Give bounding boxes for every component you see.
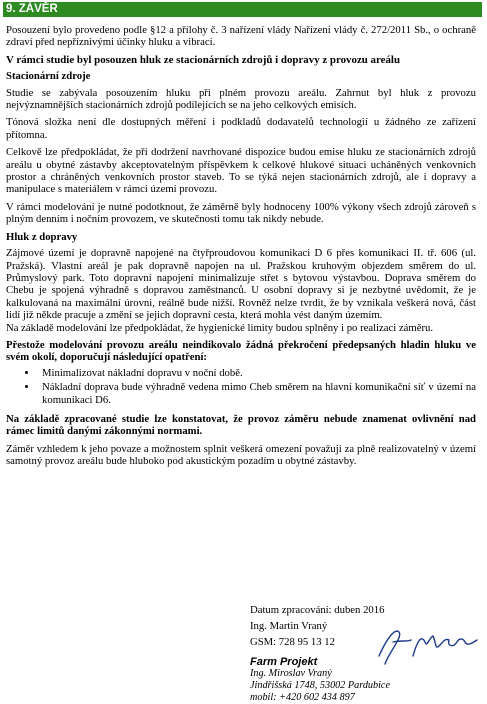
stationary-subheading: Stacionární zdroje — [6, 70, 91, 83]
stationary-paragraph-2: Tónová složka není dle dostupných měření i podkladů dodavatelů technologií u žádného ze zařízení přítomna. — [6, 116, 476, 141]
traffic-paragraph-2: Na základě modelování lze předpokládat, že hygienické limity budou splněny i po realizaci záměru. — [6, 321, 434, 334]
stationary-paragraph-1: Studie se zabývala posouzením hluku při plném provozu areálu. Zahrnut byl hluk z provozu nejvýznamnějších stacionárních zdrojů podílejících se na jeho celkových emisích. — [6, 86, 476, 112]
author-name: Ing. Martin Vraný — [250, 620, 328, 632]
measures-heading: Přestože modelování provozu areálu neindikovalo žádná překročení předepsaných hladin hluku ve svém okolí, doporučují následující opatření: — [6, 338, 476, 364]
conclusion-bold: Na základě zpracované studie lze konstatovat, že provoz záměru nebude znamenat ovlivnění nad rámec limitů danými zákonnými normami. — [6, 412, 476, 438]
company-contact-name: Ing. Miroslav Vraný — [250, 668, 332, 679]
measures-list — [6, 367, 476, 406]
measure-item: • Minimalizovat nákladní dopravu v noční době. — [38, 367, 476, 379]
company-address: Jindřišská 1748, 53002 Pardubice — [250, 680, 390, 691]
processing-date: Datum zpracování: duben 2016 — [250, 604, 385, 616]
traffic-paragraph-1: Zájmové území je dopravně napojené na čtyřproudovou komunikaci D 6 přes komunikaci II. tř. 606 (ul. Pražská). Vlastní areál je pak dopravně napojen na ul. Pražskou kruhovým objezdem směrem do ul. Průmyslový park. Toto dopravní napojení minimalizuje střet s bytovou výstavbou. Doprava směrem do Chebu je spojená výhradně s dopravou zaměstnanců. U osobní dopravy si je nezbytné uvědomit, že je kalkulovaná na maximální úrovni, reálně bude nižší. Rovněž nelze tvrdit, že by vznikala veškerá nová, část lidí již někde pracuje a změní se jejich dopravní cesta, která mohla vést daným územím. — [6, 247, 476, 322]
company-name: Farm Projekt — [250, 656, 318, 668]
intro-paragraph: Posouzení bylo provedeno podle §12 a přílohy č. 3 nařízení vlády Nařízení vlády č. 272/2011 Sb., o ochraně zdraví před nepříznivými účinky hluku a vibrací. — [6, 24, 476, 49]
content — [6, 24, 476, 473]
stationary-paragraph-3: Celkově lze předpokládat, že při dodržení navrhované dispozice budou emise hluku ze stacionárních zdrojů areálu u obytné zástavby akceptovatelným příspěvkem k celkové hlukové situaci ucháněných venkovních prostor a chráněných venkovních prostor staveb. To se týká nejen stacionárních zdrojů, ale i dopravy a manipulace s materiálem v rámci území provozu. — [6, 146, 476, 196]
company-mobile: mobil: +420 602 434 897 — [250, 692, 355, 703]
stationary-paragraph-4: V rámci modelování je nutné podotknout, že záměrně byly hodnoceny 100% výkony všech zdrojů zároveň s plným denním i nočním provozem, ve skutečnosti tomu tak nikdy nebude. — [6, 200, 476, 226]
conclusion-text: Záměr vzhledem k jeho povaze a možnostem splnit veškerá omezení považuji za plně realizovatelný v území samotný provoz areálu bude hluboko pod akustickým pozadím u obytné zástavby. — [6, 442, 476, 468]
measure-item: • Nákladní doprava bude výhradně vedena mimo Cheb směrem na hlavní komunikační síť v území na komunikaci D6. — [38, 381, 476, 406]
section-header: 9. ZÁVĚR — [3, 2, 482, 17]
traffic-subheading: Hluk z dopravy — [6, 230, 78, 243]
company-block — [250, 656, 390, 704]
author-phone: GSM: 728 95 13 12 — [250, 636, 335, 648]
section1-heading: V rámci studie byl posouzen hluk ze stacionárních zdrojů i dopravy z provozu areálu — [6, 53, 401, 66]
signature-block — [250, 604, 384, 652]
